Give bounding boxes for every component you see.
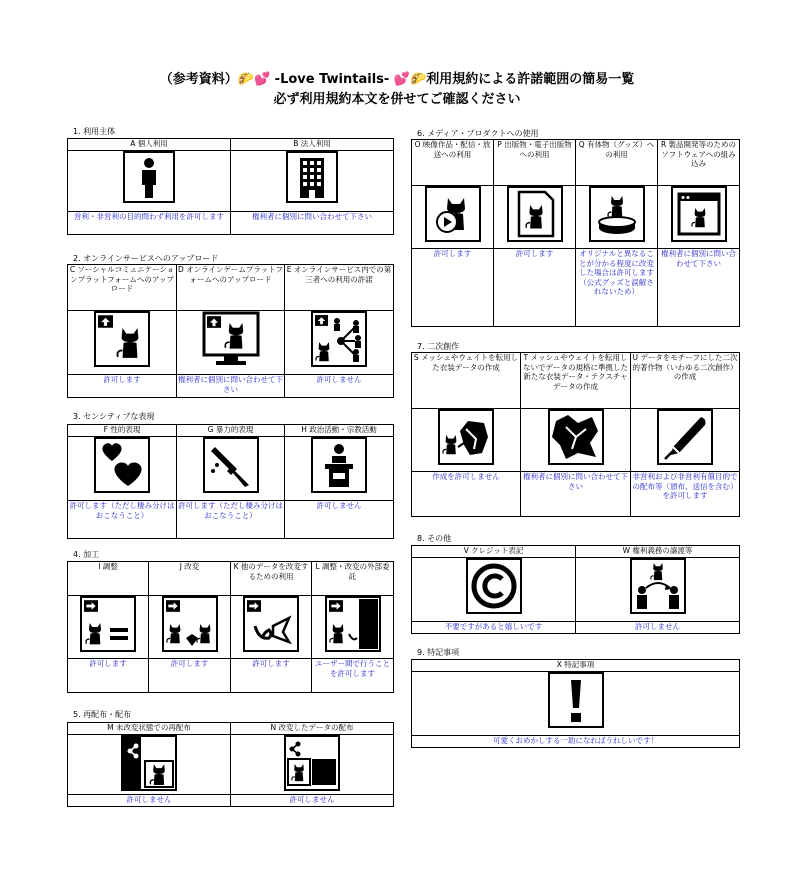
pen-icon: [657, 409, 713, 465]
software-icon: [671, 186, 727, 242]
status-b: 権利者に個別に問い合わせて下さい: [231, 212, 394, 235]
header-q: Q 有体物（グッズ）への利用: [576, 140, 658, 186]
section-label-1: 1. 利用主体: [73, 127, 116, 136]
podium-icon: [311, 437, 367, 493]
section-label-7: 7. 二次創作: [417, 342, 460, 351]
copyright-icon: [466, 558, 522, 614]
knife-icon: [203, 437, 259, 493]
costume-icon: [438, 409, 494, 465]
page-subtitle: 必ず利用規約本文を併せてご確認ください: [273, 92, 521, 107]
status-c: 許可します: [68, 375, 177, 398]
permission-table-1: [67, 138, 394, 235]
section-label-5: 5. 再配布・配布: [73, 710, 132, 719]
status-j: 許可します: [149, 659, 231, 693]
header-i: I 調整: [68, 562, 149, 596]
header-d: D オンラインゲームプラットフォームへのアップロード: [177, 265, 285, 311]
header-c: C ソーシャルコミュニケーションプラットフォームへのアップロード: [68, 265, 177, 311]
status-q: オリジナルと異なることが分かる程度に改変した場合は許可します（公式グッズと誤解されないため）: [576, 249, 658, 327]
upload-game-icon: [200, 311, 262, 367]
header-x: X 特記事項: [412, 660, 740, 672]
header-m: M 未改変状態での再配布: [68, 723, 231, 735]
section-label-3: 3. センシティブな表現: [73, 412, 155, 421]
status-p: 許可します: [494, 249, 576, 327]
permission-table-5: [67, 722, 394, 807]
status-n: 許可しません: [231, 795, 394, 807]
status-x: 可愛くおめかしする一助になればうれしいです！: [412, 736, 740, 748]
new-costume-icon: [548, 409, 604, 465]
building-icon: [286, 151, 338, 203]
status-o: 許可します: [412, 249, 494, 327]
person-icon: [123, 151, 175, 203]
transfer-icon: [630, 558, 686, 614]
use-other-icon: [243, 596, 299, 652]
permission-table-8: [411, 545, 740, 634]
permission-table-7: [411, 352, 740, 517]
permission-table-4: [67, 561, 394, 693]
header-k: K 他のデータを改変するための利用: [231, 562, 312, 596]
header-o: O 映像作品・配信・放送への利用: [412, 140, 494, 186]
header-p: P 出版物・電子出版物への利用: [494, 140, 576, 186]
header-g: G 暴力的表現: [177, 425, 285, 437]
section-label-6: 6. メディア・プロダクトへの使用: [417, 129, 539, 138]
upload-share-icon: [311, 311, 367, 367]
header-j: J 改変: [149, 562, 231, 596]
header-n: N 改変したデータの配布: [231, 723, 394, 735]
status-w: 許可しません: [576, 622, 740, 634]
goods-icon: [589, 186, 645, 242]
status-u: 非営利および非営利有償目的での配布等（頒布、送信を含む）を許可します: [631, 472, 740, 517]
redistribute-icon: [121, 735, 177, 791]
status-a: 営利・非営利の目的問わず利用を許可します: [68, 212, 231, 235]
status-t: 権利者に個別に問い合わせて下さい: [521, 472, 631, 517]
hearts-icon: [94, 437, 150, 493]
header-b: B 法人利用: [231, 139, 394, 151]
header-r: R 製品開発等のためのソフトウェアへの組み込み: [658, 140, 740, 186]
status-s: 作成を許可しません: [412, 472, 521, 517]
outsource-icon: [325, 596, 381, 652]
distribute-modified-icon: [284, 735, 340, 791]
exclamation-icon: [548, 672, 604, 728]
video-icon: [425, 186, 481, 242]
upload-social-icon: [94, 311, 150, 367]
permission-table-6: [411, 139, 740, 327]
permission-table-2: [67, 264, 394, 398]
page-title: （参考資料）🌮💕 -Love Twintails- 💕🌮利用規約による許諾範囲の簡易一覧: [159, 72, 635, 87]
section-label-9: 9. 特記事項: [417, 648, 460, 657]
section-label-8: 8. その他: [417, 534, 452, 543]
status-d: 権利者に個別に問い合わせて下さい: [177, 375, 285, 398]
header-v: V クレジット表記: [412, 546, 576, 558]
publication-icon: [507, 186, 563, 242]
header-l: L 調整・改変の外部委託: [312, 562, 394, 596]
section-label-2: 2. オンラインサービスへのアップロード: [73, 254, 219, 263]
header-a: A 個人利用: [68, 139, 231, 151]
modify-icon: [162, 596, 218, 652]
section-label-4: 4. 加工: [73, 550, 100, 559]
status-m: 許可しません: [68, 795, 231, 807]
status-e: 許可しません: [285, 375, 394, 398]
status-h: 許可しません: [285, 501, 394, 539]
status-r: 権利者に個別に問い合わせて下さい: [658, 249, 740, 327]
permission-table-9: [411, 659, 740, 748]
header-h: H 政治活動・宗教活動: [285, 425, 394, 437]
status-k: 許可します: [231, 659, 312, 693]
header-t: T メッシュやウェイトを転用しないでデータの規格に準拠した新たな衣装データ・テクスチャデータの作成: [521, 353, 631, 409]
adjust-icon: [80, 596, 136, 652]
status-f: 許可します（ただし棲み分けはおこなうこと）: [68, 501, 177, 539]
header-s: S メッシュやウェイトを転用した衣装データの作成: [412, 353, 521, 409]
status-i: 許可します: [68, 659, 149, 693]
header-u: U データをモチーフにした二次的著作物（いわゆる二次創作）の作成: [631, 353, 740, 409]
header-w: W 権利義務の譲渡等: [576, 546, 740, 558]
status-l: ユーザー間で行うことを許可します: [312, 659, 394, 693]
status-v: 不要ですがあると嬉しいです: [412, 622, 576, 634]
status-g: 許可します（ただし棲み分けはおこなうこと）: [177, 501, 285, 539]
permission-table-3: [67, 424, 394, 539]
header-e: E オンラインサービス内での第三者への利用の許諾: [285, 265, 394, 311]
header-f: F 性的表現: [68, 425, 177, 437]
